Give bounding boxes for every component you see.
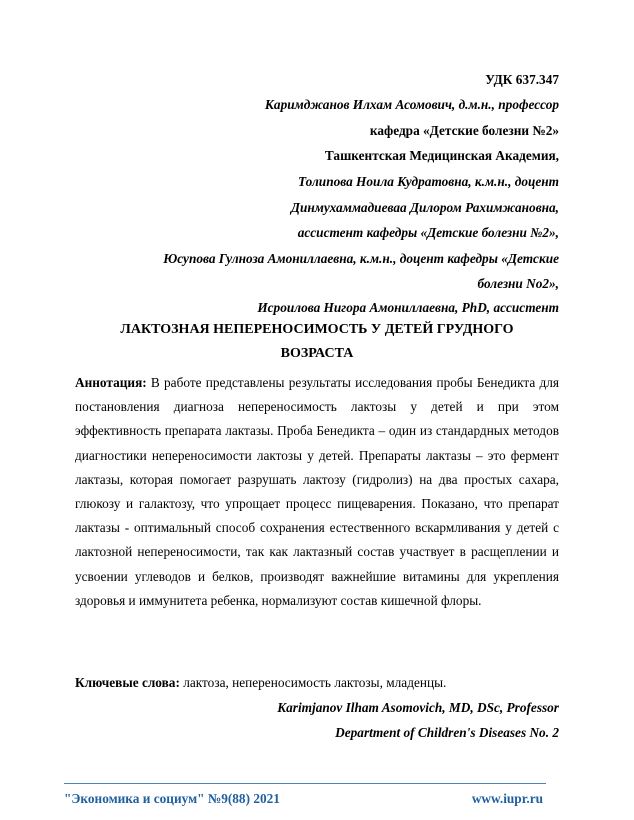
english-author: Karimjanov Ilham Asomovich, MD, DSc, Professor xyxy=(277,700,559,715)
abstract-label: Аннотация: xyxy=(75,375,147,390)
footer-divider xyxy=(64,783,546,784)
article-title-line-2: ВОЗРАСТА xyxy=(280,346,354,361)
author-4-line-2: болезни No2», xyxy=(477,276,559,291)
institution: Ташкентская Медицинская Академия, xyxy=(324,148,559,163)
english-department: Department of Children's Diseases No. 2 xyxy=(335,725,559,740)
footer-url[interactable]: www.iupr.ru xyxy=(471,791,543,806)
abstract-text: В работе представлены результаты исследования пробы Бенедикта для постановления диагноза непереносимость лактозы у детей и при этом эффективность препарата лактазы. Проба Бенедикта – один из стандардных методов диагностики непереносимости лактозы у детей. Препараты лактазы – это фермент лактазы, которая помогает разрушать лактозу (гидролиз) на два простых сахара, глюкозу и галактозу, что упрощает процесс пищеварения. Показано, что препарат лактазы - оптимальный способ сохранения естественного вскармливания у детей с лактозной непереносимости, так как лактазный состав участвует в расщеплении и усвоении углеводов и белков, производят важнейшие витамины для укрепления здоровья и иммунитета ребенка, нормализуют состав кишечной флоры. xyxy=(75,375,559,608)
author-5: Исроилова Нигора Амониллаевна, PhD, ассистент xyxy=(257,300,559,315)
keywords-text: лактоза, непереносимость лактозы, младенцы. xyxy=(179,675,447,690)
author-2: Толипова Ноила Кудратовна, к.м.н., доцент xyxy=(298,174,559,189)
article-title-line-1: ЛАКТОЗНАЯ НЕПЕРЕНОСИМОСТЬ У ДЕТЕЙ ГРУДНОГО xyxy=(120,322,514,337)
footer-journal: "Экономика и социум" №9(88) 2021 xyxy=(64,791,280,806)
author-3: Динмухаммадиеваа Дилором Рахимжановна, xyxy=(290,200,559,215)
author-3-role: ассистент кафедры «Детские болезни №2», xyxy=(297,225,559,240)
udk: УДК 637.347 xyxy=(485,72,559,87)
keywords xyxy=(75,675,446,691)
department-1: кафедра «Детские болезни №2» xyxy=(369,123,559,138)
keywords-label: Ключевые слова: xyxy=(75,675,180,690)
abstract xyxy=(75,371,559,613)
author-4-line-1: Юсупова Гулноза Амониллаевна, к.м.н., доцент кафедры «Детские xyxy=(163,251,559,266)
author-1: Каримджанов Илхам Асомович, д.м.н., профессор xyxy=(264,97,559,112)
